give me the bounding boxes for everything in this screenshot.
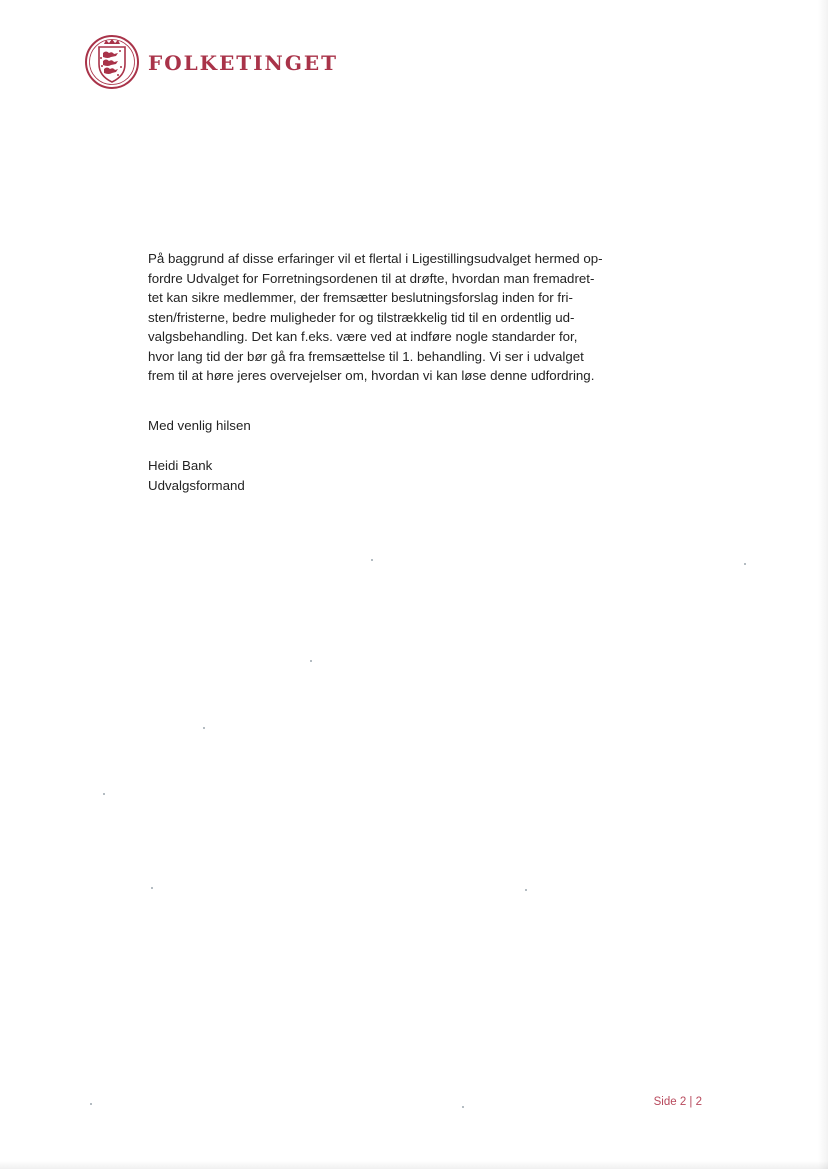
body-line: På baggrund af disse erfaringer vil et flertal i Ligestillingsudvalget hermed op- — [148, 251, 603, 266]
scan-speck — [103, 793, 105, 795]
body-line: valgsbehandling. Det kan f.eks. være ved at indføre nogle standarder for, — [148, 329, 578, 344]
body-line: hvor lang tid der bør gå fra fremsættelse til 1. behandling. Vi ser i udvalget — [148, 348, 584, 364]
letterhead — [84, 34, 338, 90]
scan-speck — [151, 887, 153, 889]
signer-title: Udvalgsformand — [148, 478, 245, 493]
scan-speck — [462, 1106, 464, 1108]
brand-name: FOLKETINGET — [148, 51, 339, 75]
scan-speck — [371, 559, 373, 561]
scan-speck — [310, 660, 312, 662]
signature-block — [148, 456, 245, 496]
scan-speck — [525, 889, 527, 891]
folketinget-seal-icon — [84, 34, 140, 90]
scan-speck — [90, 1103, 92, 1105]
body-line: sten/fristerne, bedre muligheder for og tilstrækkelig tid til en ordentlig ud- — [148, 309, 575, 325]
page-edge — [818, 0, 828, 1169]
body-line: tet kan sikre medlemmer, der fremsætter beslutningsforslag inden for fri- — [148, 290, 573, 305]
page-bottom-shadow — [0, 1161, 828, 1169]
body-line: fordre Udvalget for Forretningsordenen til at drøfte, hvordan man fremadret- — [148, 270, 595, 286]
letter-body — [148, 249, 628, 386]
closing-greeting: Med venlig hilsen — [148, 418, 251, 433]
page-number: Side 2 | 2 — [653, 1096, 702, 1108]
body-line: frem til at høre jeres overvejelser om, hvordan vi kan løse denne udfordring. — [148, 368, 595, 383]
scan-speck — [744, 563, 746, 565]
scan-speck — [203, 727, 205, 729]
signer-name: Heidi Bank — [148, 458, 213, 473]
